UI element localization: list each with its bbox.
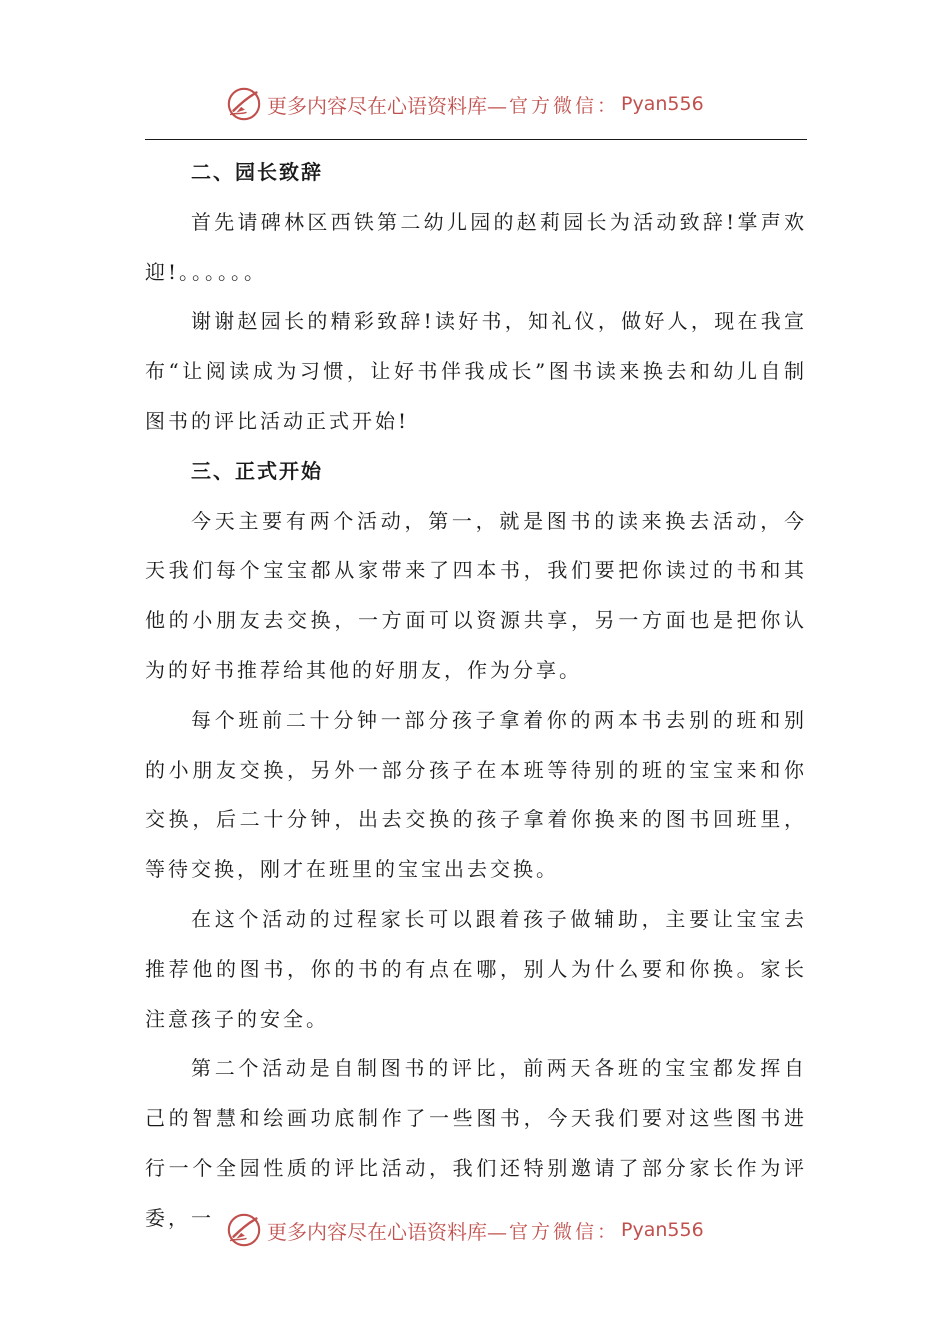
section-heading-speech: 二、园长致辞 bbox=[191, 160, 323, 184]
watermark-wechat-label: 官方微信： bbox=[509, 94, 620, 117]
paragraph: 第二个活动是自制图书的评比，前两天各班的宝宝都发挥自己的智慧和绘画功底制作了一些图书，今天我们要对这些图书进行一个全园性质的评比活动，我们还特别邀请了部分家长作为评委，一 bbox=[145, 1056, 807, 1230]
pen-logo-icon bbox=[225, 85, 263, 123]
section-heading-start: 三、正式开始 bbox=[191, 458, 323, 483]
document-body bbox=[145, 148, 807, 1244]
watermark-brand-text: 更多内容尽在心语资料库— bbox=[267, 1219, 507, 1244]
paragraph: 首先请碑林区西铁第二幼儿园的赵莉园长为活动致辞!掌声欢迎!。。。。。。 bbox=[145, 209, 807, 284]
watermark-wechat-label: 官方微信： bbox=[509, 1220, 620, 1243]
watermark-wechat-id: Pyan556 bbox=[621, 93, 704, 115]
footer-watermark bbox=[225, 1210, 745, 1250]
pen-logo-icon bbox=[225, 1211, 263, 1249]
watermark-wechat-id: Pyan556 bbox=[621, 1219, 704, 1241]
paragraph: 今天主要有两个活动，第一，就是图书的读来换去活动，今天我们每个宝宝都从家带来了四本书，我们要把你读过的书和其他的小朋友去交换，一方面可以资源共享，另一方面也是把你认为的好书推荐给其他的好朋友，作为分享。 bbox=[145, 508, 807, 682]
paragraph: 在这个活动的过程家长可以跟着孩子做辅助，主要让宝宝去推荐他的图书，你的书的有点在哪，别人为什么要和你换。家长注意孩子的安全。 bbox=[145, 906, 807, 1031]
paragraph: 谢谢赵园长的精彩致辞!读好书，知礼仪，做好人，现在我宣布“让阅读成为习惯，让好书伴我成长”图书读来换去和幼儿自制图书的评比活动正式开始! bbox=[145, 309, 807, 433]
header-watermark bbox=[225, 84, 745, 124]
header-divider bbox=[145, 139, 807, 140]
paragraph: 每个班前二十分钟一部分孩子拿着你的两本书去别的班和别的小朋友交换，另外一部分孩子在本班等待别的班的宝宝来和你交换，后二十分钟，出去交换的孩子拿着你换来的图书回班里，等待交换，刚才在班里的宝宝出去交换。 bbox=[145, 707, 807, 882]
watermark-brand-text: 更多内容尽在心语资料库— bbox=[267, 93, 507, 118]
